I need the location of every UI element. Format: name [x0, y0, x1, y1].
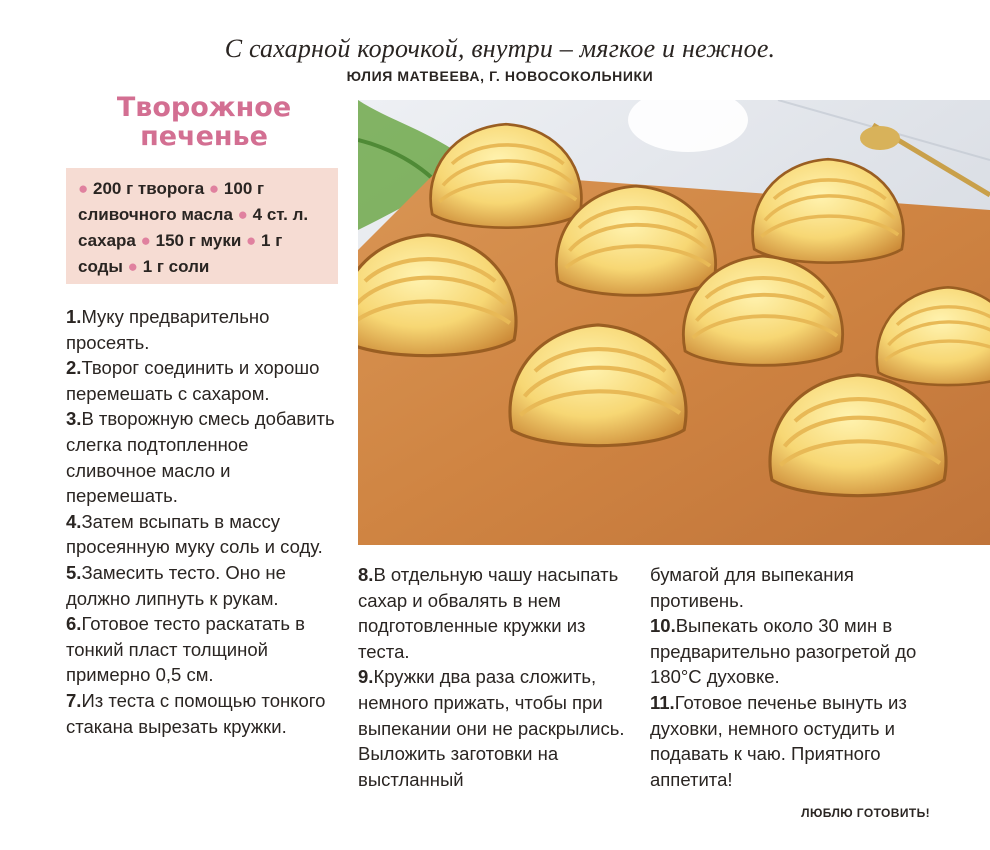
- bullet-icon: ●: [246, 231, 257, 250]
- step: 11.Готовое печенье вынуть из духовки, немного остудить и подавать к чаю. Приятного аппетита!: [650, 691, 907, 790]
- ingredient-item: 1 г соды: [78, 231, 283, 276]
- ingredient-item: 200 г творога: [93, 179, 205, 198]
- step: 2.Творог соединить и хорошо перемешать с сахаром.: [66, 357, 320, 404]
- step: 10.Выпекать около 30 мин в предварительно разогретой до 180°С духовке.: [650, 615, 917, 688]
- step: 3.В творожную смесь добавить слегка подтопленное сливочное масло и перемешать.: [66, 408, 335, 507]
- step: 9.Кружки два раза сложить, немного прижать, чтобы при выпекании они не раскрылись. Выложить заготовки на выстланный: [358, 666, 625, 790]
- step: 4.Затем всыпать в массу просеянную муку соль и соду.: [66, 510, 323, 558]
- step: 6.Готовое тесто раскатать в тонкий пласт толщиной примерно 0,5 см.: [66, 613, 305, 686]
- step: 5.Замесить тесто. Оно не должно липнуть к рукам.: [66, 561, 286, 609]
- ingredient-item: 4 ст. л. сахара: [78, 205, 309, 250]
- tagline: С сахарной корочкой, внутри – мягкое и нежное.: [224, 34, 776, 63]
- step: 1.Муку предварительно просеять.: [66, 306, 270, 353]
- bullet-icon: ●: [237, 205, 248, 224]
- step-continued: бумагой для выпекания противень.: [650, 564, 854, 611]
- recipe-title: [84, 93, 324, 151]
- steps-column-2: [358, 562, 636, 792]
- bullet-icon: ●: [208, 179, 220, 198]
- ingredient-item: 1 г соли: [142, 257, 210, 276]
- ingredient-item: 150 г муки: [155, 231, 242, 250]
- ingredients-box: [66, 168, 338, 284]
- steps-column-1: [66, 304, 342, 739]
- recipe-title-line2: печенье: [140, 121, 268, 152]
- cookies-photo: [358, 100, 990, 545]
- step: 8.В отдельную чашу насыпать сахар и обвалять в нем подготовленные кружки из теста.: [358, 564, 619, 662]
- step: 7.Из теста с помощью тонкого стакана вырезать кружки.: [66, 689, 326, 737]
- bullet-icon: ●: [140, 231, 151, 250]
- steps-column-3: [650, 562, 932, 792]
- magazine-footer: ЛЮБЛЮ ГОТОВИТЬ!: [801, 806, 930, 820]
- bullet-icon: ●: [127, 257, 138, 276]
- recipe-title-line1: Творожное: [116, 92, 292, 123]
- author-byline: ЮЛИЯ МАТВЕЕВА, Г. НОВОСОКОЛЬНИКИ: [346, 68, 654, 84]
- ingredient-item: 100 г сливочного масла: [78, 179, 265, 224]
- bullet-icon: ●: [78, 179, 89, 198]
